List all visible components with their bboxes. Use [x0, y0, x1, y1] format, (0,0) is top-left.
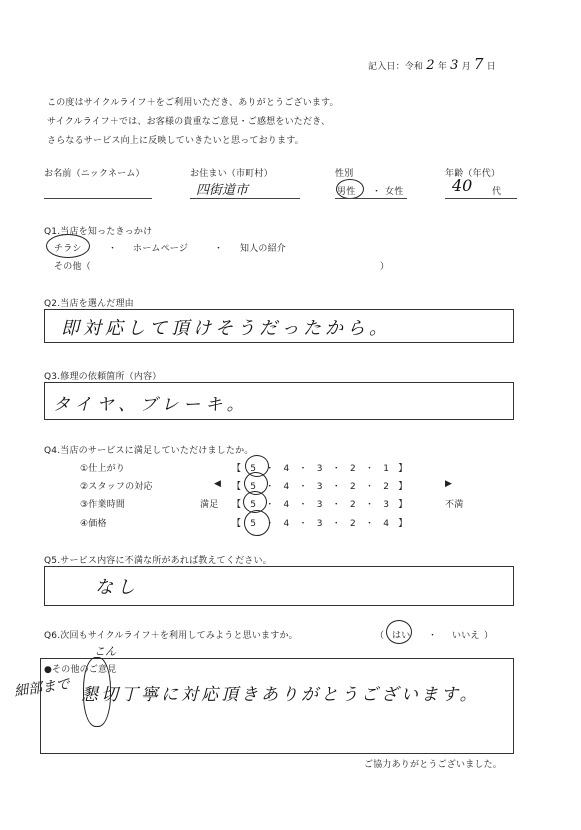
correction-circle — [83, 657, 111, 727]
date-year-unit: 年 — [437, 62, 448, 72]
q5-answer-box[interactable] — [44, 566, 514, 606]
age-underline — [445, 198, 517, 199]
q3-answer-box[interactable] — [44, 382, 514, 420]
address-value[interactable]: 四街道市 — [196, 183, 249, 198]
date-prefix: 記入日：令和 — [368, 62, 424, 72]
q6-no[interactable]: いいえ — [452, 631, 480, 641]
opinion-margin-note: 細部まで — [13, 676, 71, 700]
arrow-right-icon: ▶ — [445, 479, 453, 489]
q4-row-label: ③作業時間 — [80, 500, 126, 510]
q6-label: Q6.次回もサイクルライフ＋を利用してみようと思いますか。 — [44, 631, 298, 641]
q4-row-label: ④価格 — [80, 519, 107, 529]
q4-row-label: ①仕上がり — [80, 464, 126, 474]
q4-row-scale[interactable]: 【 5 ・ 4 ・ 3 ・ 2 ・ 1 】 — [232, 464, 408, 474]
gender-underline — [335, 198, 407, 199]
intro-text — [47, 94, 339, 151]
footer-thanks: ご協力ありがとうございました。 — [364, 760, 503, 770]
q6-yes[interactable]: はい — [392, 631, 411, 641]
q3-label: Q3.修理の依頼箇所（内容） — [44, 372, 162, 382]
gender-male[interactable]: 男性 — [337, 187, 356, 197]
opinion-label: ●その他のご意見 — [44, 665, 117, 675]
q4-label: Q4.当店のサービスに満足していただけましたか。 — [44, 446, 254, 456]
opinion-correction: こん — [94, 645, 116, 658]
q1-option-homepage[interactable]: ホームページ — [133, 244, 189, 254]
q4-row-scale[interactable]: 【 5 ・ 4 ・ 3 ・ 2 ・ 4 】 — [232, 519, 408, 529]
date-day-unit: 日 — [486, 62, 496, 72]
gender-female[interactable]: 女性 — [385, 187, 404, 197]
q5-answer: なし — [95, 577, 139, 598]
q1-sep: ・ — [108, 244, 118, 254]
q2-answer-box[interactable] — [44, 309, 514, 343]
q2-answer: 即対応して頂けそうだったから。 — [61, 318, 391, 339]
q5-label: Q5.サービス内容に不満な所があれば教えてください。 — [44, 556, 272, 566]
q4-left-label: 満足 — [200, 500, 219, 510]
q1-label: Q1.当店を知ったきっかけ — [44, 227, 153, 237]
q3-answer: タイヤ、ブレーキ。 — [53, 395, 249, 415]
q6-close-paren: ） — [484, 631, 494, 641]
opinion-box[interactable] — [40, 658, 514, 754]
intro-line: さらなるサービス向上に反映していきたいと思っております。 — [47, 136, 304, 146]
gender-male-circle — [336, 179, 364, 199]
gender-separator: ・ — [372, 187, 382, 197]
q1-other-close: ） — [380, 262, 390, 272]
q1-sep: ・ — [214, 244, 224, 254]
age-value[interactable]: 40 — [452, 176, 473, 195]
name-underline — [44, 198, 152, 199]
q2-label: Q2.当店を選んだ理由 — [44, 299, 134, 309]
intro-line: サイクルライフ＋では、お客様の貴重なご意見・ご感想をいただき、 — [47, 117, 331, 127]
arrow-left-icon: ◀ — [214, 479, 222, 489]
gender-label: 性別 — [335, 169, 354, 179]
q4-row-scale[interactable]: 【 5 ・ 4 ・ 3 ・ 2 ・ 3 】 — [232, 500, 408, 510]
q1-other-label[interactable]: その他（ — [54, 262, 91, 272]
q6-open-paren: （ — [375, 631, 385, 641]
q1-option-referral[interactable]: 知人の紹介 — [240, 244, 287, 254]
q1-option-flyer[interactable]: チラシ — [54, 244, 82, 254]
q4-selected-circle — [244, 510, 270, 536]
q6-sep: ・ — [428, 631, 438, 641]
age-label: 年齢（年代） — [445, 169, 501, 179]
q4-right-label: 不満 — [445, 500, 464, 510]
q4-row-label: ②スタッフの対応 — [80, 482, 153, 492]
intro-line: この度はサイクルライフ＋をご利用いただき、ありがとうございます。 — [47, 98, 339, 108]
opinion-answer: 懇切丁寧に対応頂きありがとうございます。 — [81, 685, 480, 705]
address-label: お住まい（市町村） — [190, 169, 273, 179]
date-year: 2 — [426, 58, 435, 73]
q4-row-scale[interactable]: 【 5 ・ 4 ・ 3 ・ 2 ・ 2 】 — [232, 482, 408, 492]
q6-yes-circle — [386, 620, 412, 644]
date-day: 7 — [473, 55, 484, 73]
date-line — [368, 55, 496, 73]
address-underline — [190, 198, 300, 199]
q1-flyer-circle — [46, 234, 90, 258]
date-month: 3 — [450, 58, 459, 73]
date-month-unit: 月 — [461, 62, 471, 72]
age-unit: 代 — [492, 187, 502, 197]
name-label: お名前（ニックネーム） — [44, 169, 145, 179]
